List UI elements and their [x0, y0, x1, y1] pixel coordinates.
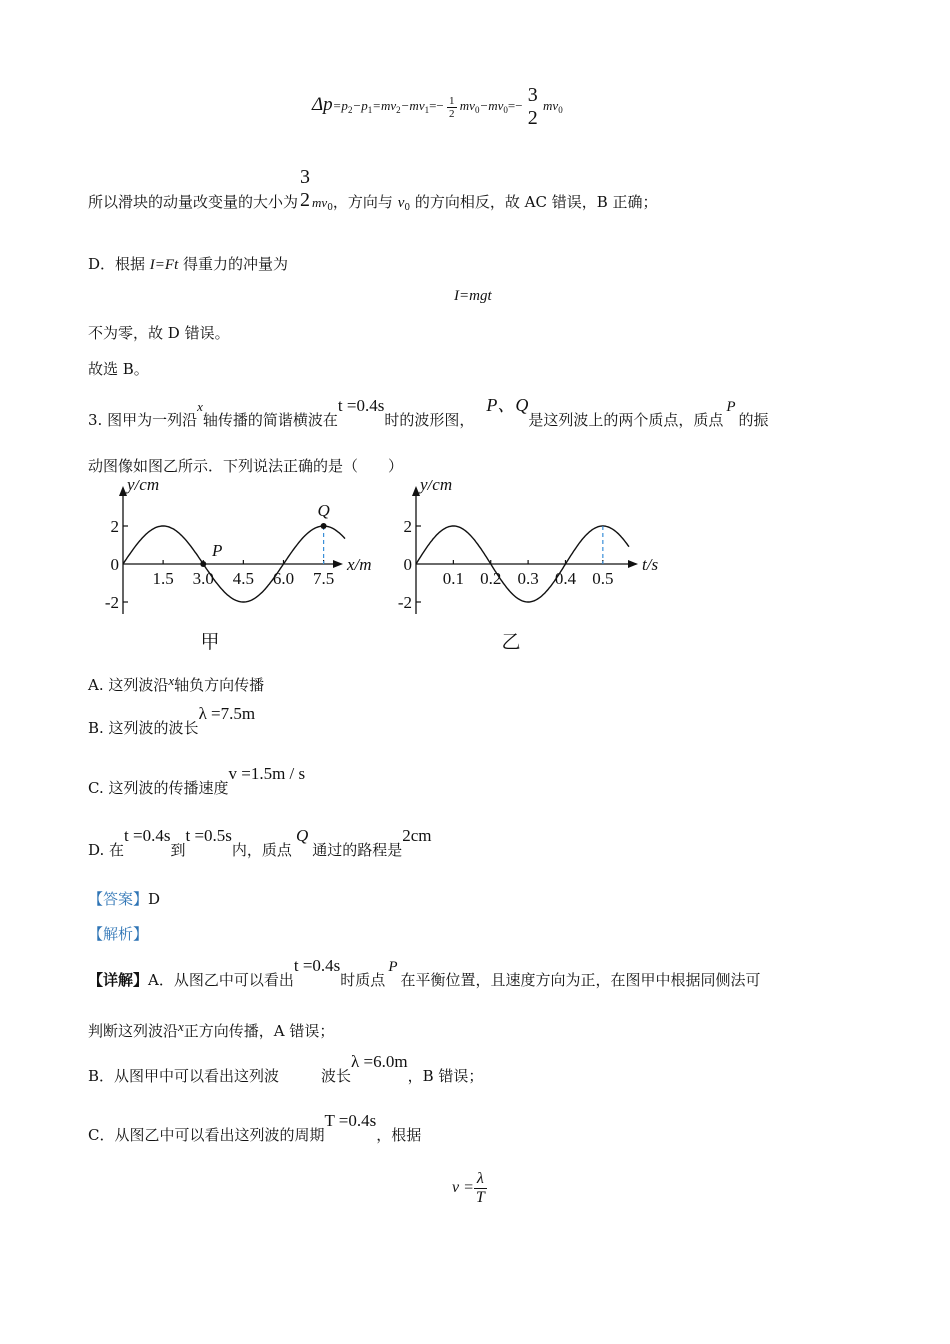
y-axis-arrow [412, 486, 420, 496]
text: 到 [170, 841, 186, 859]
text: A. 这列波沿 [88, 676, 169, 694]
math: t =0.4s [337, 396, 385, 415]
text: 时质点 [340, 971, 386, 989]
eq-sub: 0 [327, 203, 333, 213]
text: 时的波形图， [384, 411, 475, 429]
y-axis-label: y/cm [127, 480, 160, 494]
math: t =0.5s [185, 826, 232, 845]
detail-line-2 [88, 1019, 334, 1041]
frac-den: 2 [527, 107, 538, 129]
text: B. 这列波的波长 [88, 719, 199, 737]
eq-part: mv [543, 97, 559, 113]
text: B．从图甲中可以看出这列波 [88, 1067, 280, 1085]
chart-yi [398, 480, 659, 653]
detail-tag: 【详解】 [88, 971, 149, 989]
text: 3. 图甲为一列沿 [88, 411, 198, 429]
x-tick-label: 3.0 [192, 569, 214, 588]
momentum-change-equation [312, 84, 563, 130]
math: v =1.5m / s [228, 764, 306, 783]
answer-tag: 【答案】 [88, 890, 149, 908]
math: P [388, 959, 398, 975]
text: 得重力的冲量为 [178, 255, 289, 273]
math: t =0.4s [293, 956, 341, 975]
x-tick-label: 0.4 [554, 569, 577, 588]
velocity-formula [452, 1170, 487, 1207]
option-a [88, 673, 264, 695]
text: 在平衡位置，且速度方向为正，在图甲中根据同侧法可 [400, 971, 761, 989]
eq-sub: 2 [396, 104, 401, 115]
eq-sub: 1 [424, 104, 430, 115]
point-label-q: Q [317, 501, 330, 520]
line-choose-b: 故选 B。 [88, 360, 149, 378]
x-tick-label: 0.5 [592, 569, 614, 588]
wave-charts [90, 480, 690, 660]
x-tick-label: 0.3 [517, 569, 539, 588]
text: 通过的路程是 [312, 841, 403, 859]
eq-part: =− [429, 97, 444, 113]
y-axis-label: y/cm [420, 480, 453, 494]
math: T =0.4s [324, 1111, 377, 1130]
answer-line [88, 888, 160, 909]
text: C．从图乙中可以看出这列波的周期 [88, 1126, 325, 1144]
x-axis-arrow [333, 560, 343, 568]
math: v = [452, 1179, 474, 1197]
math: λ =6.0m [351, 1052, 408, 1071]
math: t =0.4s [124, 826, 171, 845]
x-tick-label: 7.5 [312, 569, 335, 588]
text: 是这列波上的两个质点，质点 [528, 411, 724, 429]
eq-sub: 0 [404, 203, 411, 213]
fraction-three-halves-2 [298, 166, 312, 212]
eq-part: =− [507, 97, 523, 113]
text: C. 这列波的传播速度 [88, 779, 229, 797]
text: 轴传播的简谐横波在 [202, 411, 338, 429]
point-label-p: P [212, 541, 223, 560]
text: ，方向与 [332, 193, 398, 211]
frac-num: λ [474, 1170, 487, 1189]
option-d [88, 826, 432, 860]
x-tick-label: 0.2 [480, 569, 502, 588]
text: 判断这列波沿 [88, 1022, 179, 1040]
text: 的方向相反，故 AC 错误，B 正确； [410, 193, 658, 211]
text: 正方向传播，A 错误； [183, 1022, 335, 1040]
eq-sub: 0 [503, 104, 508, 115]
eq-part: −mv [479, 97, 504, 113]
x-tick-label: 6.0 [272, 569, 295, 588]
chart-title: 甲 [200, 632, 220, 653]
x-tick-label: 4.5 [232, 569, 254, 588]
line-not-zero: 不为零，故 D 错误。 [88, 324, 230, 342]
frac-den: T [475, 1189, 485, 1206]
frac-den: 2 [300, 189, 311, 211]
chart-jia [105, 480, 372, 653]
text: D. 在 [88, 841, 125, 859]
fraction-three-halves [526, 84, 540, 130]
eq-part: −mv [400, 97, 425, 113]
text: 波长 [321, 1067, 352, 1085]
math: Q [295, 826, 309, 845]
math: x [168, 673, 175, 688]
x-axis-label: x/m [347, 555, 372, 574]
fraction-half [447, 95, 457, 120]
math: x [178, 1019, 184, 1034]
eq-sub: 0 [558, 104, 563, 115]
line-d [88, 253, 288, 274]
delta-p: Δp [312, 93, 333, 115]
x-tick-label: 0.1 [442, 569, 464, 588]
eq-part: =p [332, 97, 348, 113]
chart-title: 乙 [501, 632, 521, 653]
x-axis-label: t/s [642, 555, 659, 574]
y-tick-label: 2 [110, 517, 119, 536]
eq-sub: 2 [347, 104, 353, 115]
math: 2cm [402, 826, 432, 845]
text: 内，质点 [231, 841, 292, 859]
option-b [88, 704, 255, 738]
eq-part: v [397, 195, 405, 211]
y-tick-label: -2 [397, 593, 412, 612]
frac-den: 2 [449, 107, 455, 120]
x-axis-arrow [628, 560, 638, 568]
y-axis-arrow [119, 486, 127, 496]
momentum-conclusion-line [88, 166, 658, 213]
math: x [197, 399, 203, 414]
frac-num: 3 [300, 166, 311, 188]
question-3-line-2: 动图像如图乙所示．下列说法正确的是（ ） [88, 457, 404, 475]
eq-part: =mv [372, 97, 397, 113]
text: A．从图乙中可以看出 [148, 971, 294, 989]
option-c [88, 764, 305, 798]
eq-part: mv [312, 195, 328, 210]
answer-value: D [148, 890, 161, 908]
text: D．根据 [88, 255, 150, 273]
text: 轴负方向传播 [174, 676, 265, 694]
point-q [321, 523, 327, 529]
text: ，根据 [376, 1126, 422, 1144]
impulse-equation: I=mgt [454, 288, 492, 304]
eq-sub: 0 [474, 104, 480, 115]
detail-line-c [88, 1111, 421, 1145]
detail-line-b [88, 1052, 483, 1086]
detail-line-1 [88, 956, 761, 990]
frac-num: 3 [527, 84, 538, 106]
frac-num: 1 [449, 94, 455, 107]
eq-part: mv [459, 97, 475, 113]
fraction-lambda-over-t [474, 1170, 487, 1207]
eq-sub: 1 [367, 104, 373, 115]
eq-part: −p [352, 97, 368, 113]
math: P [726, 399, 736, 415]
x-tick-label: 1.5 [152, 569, 174, 588]
formula: I=Ft [149, 257, 179, 273]
question-3-line-1 [88, 391, 769, 430]
y-tick-label: 0 [403, 555, 412, 574]
analysis-tag: 【解析】 [88, 925, 149, 943]
text: 的振 [738, 411, 769, 429]
math: λ =7.5m [198, 704, 256, 723]
y-tick-label: 2 [403, 517, 412, 536]
point-p [200, 561, 206, 567]
text: 所以滑块的动量改变量的大小为 [88, 193, 299, 211]
y-tick-label: -2 [104, 593, 119, 612]
math: P、Q [486, 395, 529, 415]
y-tick-label: 0 [110, 555, 119, 574]
text: ，B 错误； [407, 1067, 484, 1085]
